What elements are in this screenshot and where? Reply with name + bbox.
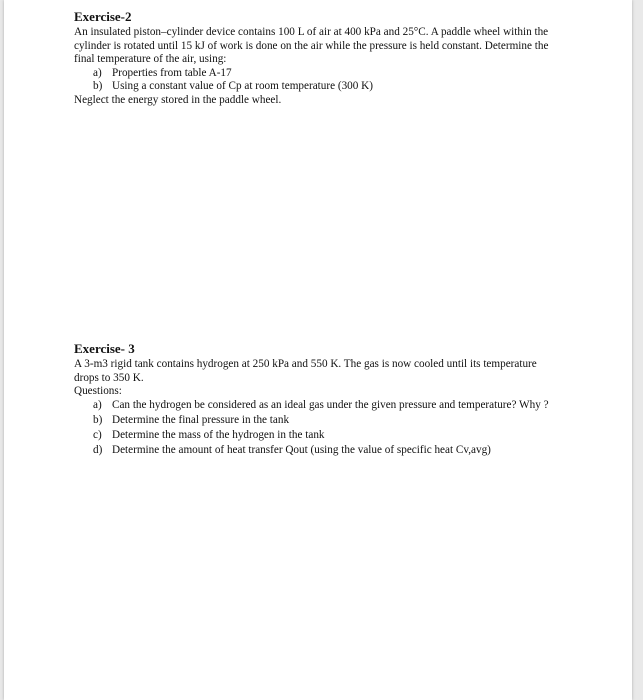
- list-item: [74, 399, 564, 413]
- list-item-marker: a): [93, 66, 102, 79]
- list-item-marker: b): [93, 413, 103, 426]
- list-item-text: Determine the amount of heat transfer Qout (using the value of specific heat Cv,avg): [112, 444, 491, 457]
- exercise-2-list: [74, 67, 564, 94]
- list-item-marker: d): [93, 444, 103, 457]
- exercise-2-intro: An insulated piston–cylinder device contains 100 L of air at 400 kPa and 25°C. A paddle wheel within the cylinder is rotated until 15 kJ of work is done on the air while the pressure is held constant. Determine the final temperature of the air, using:: [74, 26, 549, 66]
- exercise-2-section: [74, 9, 564, 108]
- list-item: [74, 414, 564, 428]
- questions-label: Questions:: [74, 385, 122, 398]
- exercise-3-intro: A 3-m3 rigid tank contains hydrogen at 250 kPa and 550 K. The gas is now cooled until its temperature drops to 350 K.: [74, 358, 537, 384]
- exercise-3-title: Exercise- 3: [74, 341, 135, 356]
- list-item-text: Determine the final pressure in the tank: [112, 413, 290, 426]
- exercise-3-questions: [74, 399, 564, 458]
- list-item-text: Can the hydrogen be considered as an ideal gas under the given pressure and temperature? Why ?: [112, 398, 549, 411]
- list-item-marker: c): [93, 428, 102, 441]
- list-item: [74, 429, 564, 443]
- exercise-2-note: Neglect the energy stored in the paddle wheel.: [74, 93, 282, 106]
- list-item: [74, 67, 564, 81]
- document-page: [4, 0, 632, 700]
- list-item-marker: b): [93, 80, 103, 93]
- list-item-text: Using a constant value of Cp at room temperature (300 K): [112, 80, 373, 93]
- list-item-text: Properties from table A-17: [112, 66, 232, 79]
- list-item-text: Determine the mass of the hydrogen in the tank: [112, 428, 325, 441]
- exercise-2-title: Exercise-2: [74, 9, 132, 24]
- list-item-marker: a): [93, 398, 102, 411]
- exercise-3-section: [74, 341, 564, 459]
- list-item: [74, 444, 564, 458]
- list-item: [74, 80, 564, 94]
